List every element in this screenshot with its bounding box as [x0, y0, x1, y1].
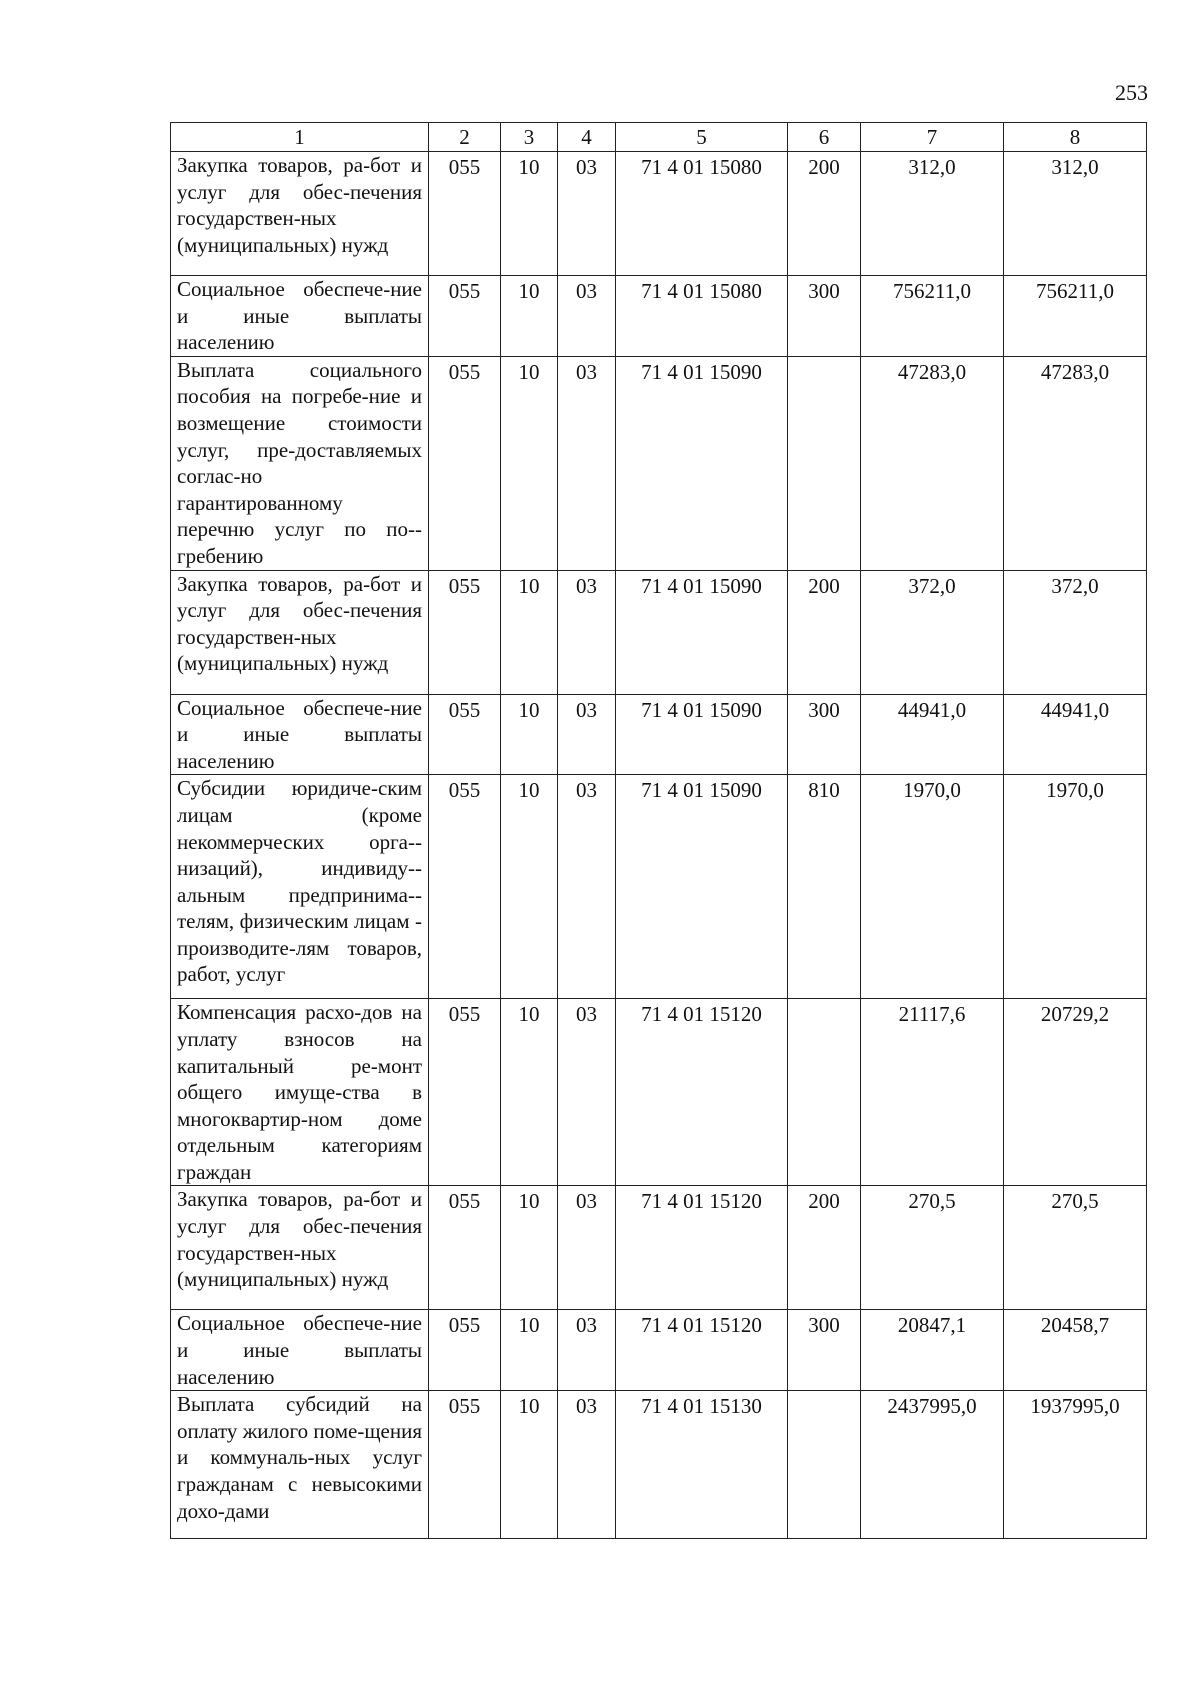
ministry-code: 055 [429, 1310, 501, 1391]
subsection-code: 03 [558, 775, 616, 999]
target-article-code: 71 4 01 15090 [616, 356, 788, 570]
target-article-code: 71 4 01 15080 [616, 276, 788, 357]
target-article-code: 71 4 01 15090 [616, 570, 788, 694]
table-row [171, 1310, 1147, 1391]
expense-type-code [788, 1391, 861, 1539]
amount-year-2: 20458,7 [1004, 1310, 1147, 1391]
item-name: Социальное обеспече-ние и иные выплаты населению [171, 1310, 429, 1391]
table-row [171, 152, 1147, 276]
ministry-code: 055 [429, 694, 501, 775]
expense-type-code: 300 [788, 276, 861, 357]
column-header: 3 [501, 123, 558, 152]
ministry-code: 055 [429, 1391, 501, 1539]
table-row [171, 1391, 1147, 1539]
target-article-code: 71 4 01 15080 [616, 152, 788, 276]
section-code: 10 [501, 570, 558, 694]
section-code: 10 [501, 1310, 558, 1391]
amount-year-1: 756211,0 [861, 276, 1004, 357]
expense-type-code: 300 [788, 1310, 861, 1391]
subsection-code: 03 [558, 1391, 616, 1539]
item-name: Выплата субсидий на оплату жилого поме-щения и коммуналь-ных услуг гражданам с невысокими дохо-дами [171, 1391, 429, 1539]
section-code: 10 [501, 999, 558, 1186]
ministry-code: 055 [429, 152, 501, 276]
amount-year-2: 1937995,0 [1004, 1391, 1147, 1539]
section-code: 10 [501, 276, 558, 357]
column-header: 4 [558, 123, 616, 152]
item-name: Закупка товаров, ра-бот и услуг для обес-печения государствен-ных (муниципальных) нужд [171, 570, 429, 694]
subsection-code: 03 [558, 152, 616, 276]
amount-year-1: 20847,1 [861, 1310, 1004, 1391]
amount-year-2: 372,0 [1004, 570, 1147, 694]
ministry-code: 055 [429, 276, 501, 357]
expense-type-code: 200 [788, 570, 861, 694]
subsection-code: 03 [558, 1186, 616, 1310]
amount-year-1: 2437995,0 [861, 1391, 1004, 1539]
budget-table [170, 122, 1147, 1539]
target-article-code: 71 4 01 15120 [616, 1310, 788, 1391]
table-row [171, 775, 1147, 999]
expense-type-code: 810 [788, 775, 861, 999]
amount-year-1: 1970,0 [861, 775, 1004, 999]
section-code: 10 [501, 694, 558, 775]
amount-year-1: 270,5 [861, 1186, 1004, 1310]
table-row [171, 276, 1147, 357]
column-header: 7 [861, 123, 1004, 152]
subsection-code: 03 [558, 694, 616, 775]
section-code: 10 [501, 1391, 558, 1539]
ministry-code: 055 [429, 570, 501, 694]
page-number: 253 [1115, 80, 1148, 105]
target-article-code: 71 4 01 15130 [616, 1391, 788, 1539]
item-name: Социальное обеспече-ние и иные выплаты населению [171, 276, 429, 357]
column-header: 6 [788, 123, 861, 152]
ministry-code: 055 [429, 775, 501, 999]
item-name: Субсидии юридиче-ским лицам (кроме некоммерческих орга-низаций), индивиду-альным предпринима-телям, физическим лицам - производите-лям товаров, работ, услуг [171, 775, 429, 999]
expense-type-code [788, 999, 861, 1186]
section-code: 10 [501, 775, 558, 999]
amount-year-2: 44941,0 [1004, 694, 1147, 775]
item-name: Закупка товаров, ра-бот и услуг для обес-печения государствен-ных (муниципальных) нужд [171, 1186, 429, 1310]
section-code: 10 [501, 152, 558, 276]
column-header: 5 [616, 123, 788, 152]
column-header: 8 [1004, 123, 1147, 152]
target-article-code: 71 4 01 15090 [616, 694, 788, 775]
amount-year-1: 47283,0 [861, 356, 1004, 570]
item-name: Социальное обеспече-ние и иные выплаты населению [171, 694, 429, 775]
amount-year-2: 47283,0 [1004, 356, 1147, 570]
table-row [171, 356, 1147, 570]
amount-year-1: 21117,6 [861, 999, 1004, 1186]
table-row [171, 694, 1147, 775]
subsection-code: 03 [558, 570, 616, 694]
section-code: 10 [501, 356, 558, 570]
column-header: 1 [171, 123, 429, 152]
amount-year-2: 756211,0 [1004, 276, 1147, 357]
amount-year-2: 20729,2 [1004, 999, 1147, 1186]
item-name: Компенсация расхо-дов на уплату взносов на капитальный ре-монт общего имуще-ства в многоквартир-ном доме отдельным категориям граждан [171, 999, 429, 1186]
amount-year-2: 270,5 [1004, 1186, 1147, 1310]
table-row [171, 1186, 1147, 1310]
target-article-code: 71 4 01 15090 [616, 775, 788, 999]
amount-year-1: 372,0 [861, 570, 1004, 694]
expense-type-code: 300 [788, 694, 861, 775]
subsection-code: 03 [558, 276, 616, 357]
ministry-code: 055 [429, 999, 501, 1186]
table-row [171, 570, 1147, 694]
expense-type-code: 200 [788, 1186, 861, 1310]
subsection-code: 03 [558, 1310, 616, 1391]
column-header: 2 [429, 123, 501, 152]
section-code: 10 [501, 1186, 558, 1310]
amount-year-2: 1970,0 [1004, 775, 1147, 999]
subsection-code: 03 [558, 999, 616, 1186]
expense-type-code [788, 356, 861, 570]
target-article-code: 71 4 01 15120 [616, 1186, 788, 1310]
item-name: Закупка товаров, ра-бот и услуг для обес-печения государствен-ных (муниципальных) нужд [171, 152, 429, 276]
amount-year-1: 312,0 [861, 152, 1004, 276]
ministry-code: 055 [429, 1186, 501, 1310]
item-name: Выплата социального пособия на погребе-ние и возмещение стоимости услуг, пре-доставляемых соглас-но гарантированному перечню услуг по по-гребению [171, 356, 429, 570]
amount-year-1: 44941,0 [861, 694, 1004, 775]
target-article-code: 71 4 01 15120 [616, 999, 788, 1186]
subsection-code: 03 [558, 356, 616, 570]
expense-type-code: 200 [788, 152, 861, 276]
ministry-code: 055 [429, 356, 501, 570]
table-row [171, 999, 1147, 1186]
header-row [171, 123, 1147, 152]
amount-year-2: 312,0 [1004, 152, 1147, 276]
